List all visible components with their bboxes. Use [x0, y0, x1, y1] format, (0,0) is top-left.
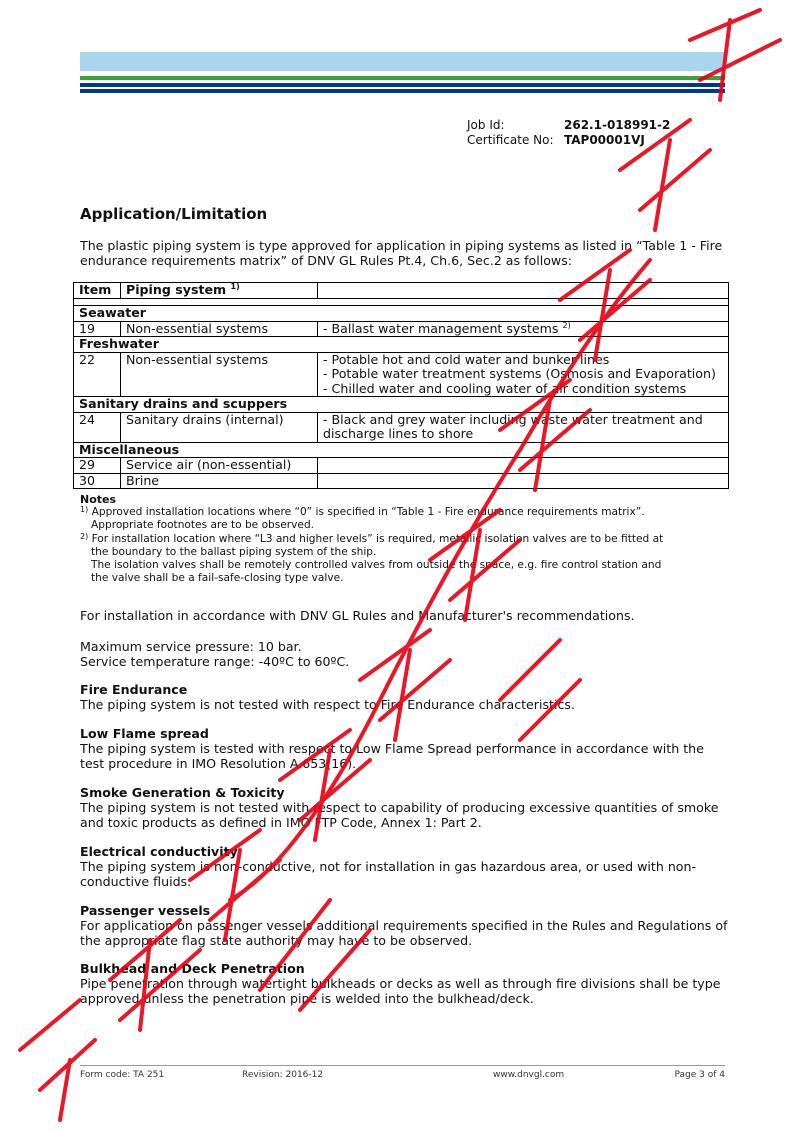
- table-row: 24 Sanitary drains (internal) - Black and grey water including waste water treatment and discharge lines to shore: [74, 412, 729, 442]
- section-text: The piping system is non-conductive, not for installation in gas hazardous area, or used with non-conductive fluids.: [80, 859, 697, 889]
- notes-title: Notes: [80, 493, 117, 506]
- section-row: Miscellaneous: [74, 442, 729, 458]
- note-1: $^{1)}$ Approved installation locations where “0” is specified in “Table 1 - Fire endurance requirements matrix”.: [80, 505, 645, 519]
- section-heading: Low Flame spread: [80, 726, 209, 741]
- footer-revision: Revision: 2016-12: [242, 1070, 324, 1080]
- section-heading: Passenger vessels: [80, 903, 211, 918]
- header-blank: [318, 283, 729, 299]
- table-row: 22 Non-essential systems - Potable hot and cold water and bunker lines - Potable water treatment systems (Osmosis and Evaporation) - Chilled water and cooling water of air condition systems: [74, 352, 729, 397]
- table-row: 19 Non-essential systems - Ballast water management systems $^{2)}$: [74, 321, 729, 337]
- section-text: The piping system is not tested with respect to Fire Endurance characteristics.: [80, 697, 575, 712]
- section-row: Freshwater: [74, 337, 729, 353]
- header-system: Piping system $^{1)}$: [121, 283, 318, 299]
- intro-paragraph: The plastic piping system is type approved for application in piping systems as listed in “Table 1 - Fire endurance requirements matrix” of DNV GL Rules Pt.4, Ch.6, Sec.2 as follows:: [80, 238, 723, 268]
- pressure-text: Maximum service pressure: 10 bar.: [80, 639, 302, 654]
- section-row: Seawater: [74, 306, 729, 322]
- job-id-value: 262.1-018991-2: [564, 118, 671, 132]
- install-text: For installation in accordance with DNV GL Rules and Manufacturer's recommendations.: [80, 608, 635, 623]
- footer-site: www.dnvgl.com: [493, 1070, 565, 1080]
- section-heading: Smoke Generation & Toxicity: [80, 785, 285, 800]
- temperature-text: Service temperature range: -40ºC to 60ºC.: [80, 654, 350, 669]
- header-band-blue: [80, 83, 725, 87]
- table-row: 29 Service air (non-essential): [74, 458, 729, 474]
- table-header-row: [74, 283, 729, 299]
- section-row: Sanitary drains and scuppers: [74, 397, 729, 413]
- notes-block: Notes $^{1)}$ Approved installation locations where “0” is specified in “Table 1 - Fire endurance requirements matrix”. Appropriate footnotes are to be observed. $^{2)}$ For installation location where “L3 and higher levels” is required, metallic isolation valves are to be fitted at the boundary to the ballast piping system of the ship. The isolation valves shall be remotely controlled valves from outside the space, e.g. fire control station and the valve shall be a fail-safe-closing type valve.: [80, 493, 730, 585]
- footer-page: Page 3 of 4: [674, 1070, 725, 1080]
- job-id-label: Job Id:: [467, 118, 505, 132]
- section-text: The piping system is not tested with respect to capability of producing excessive quantities of smoke and toxic products as defined in IMO FTP Code, Annex 1: Part 2.: [80, 800, 719, 830]
- section-heading: Electrical conductivity: [80, 844, 238, 859]
- piping-table: [73, 282, 729, 489]
- page-footer: [80, 1065, 725, 1080]
- section-text: For application on passenger vessels additional requirements specified in the Rules and Regulations of the appropriate flag state authority may have to be observed.: [80, 918, 728, 948]
- section-heading: Fire Endurance: [80, 682, 188, 697]
- certificate-meta: [467, 118, 670, 148]
- page-title: Application/Limitation: [80, 205, 268, 223]
- section-text: Pipe penetration through watertight bulkheads or decks as well as through fire divisions shall be type approved unless the penetration pipe is welded into the bulkhead/deck.: [80, 976, 721, 1006]
- section-heading: Bulkhead and Deck Penetration: [80, 961, 305, 976]
- header-band-blue-2: [80, 89, 725, 93]
- header-band-light: [80, 52, 725, 71]
- note-2: $^{2)}$ For installation location where “L3 and higher levels” is required, metallic isolation valves are to be fitted at: [80, 531, 664, 545]
- table-row: 30 Brine: [74, 473, 729, 489]
- header-band-green: [80, 76, 725, 80]
- footer-form: Form code: TA 251: [80, 1070, 165, 1080]
- certificate-value: TAP00001VJ: [564, 133, 645, 147]
- section-text: The piping system is tested with respect to Low Flame Spread performance in accordance with the test procedure in IMO Resolution A.653(16).: [80, 741, 704, 771]
- header-item: Item: [74, 283, 121, 299]
- certificate-label: Certificate No:: [467, 133, 554, 147]
